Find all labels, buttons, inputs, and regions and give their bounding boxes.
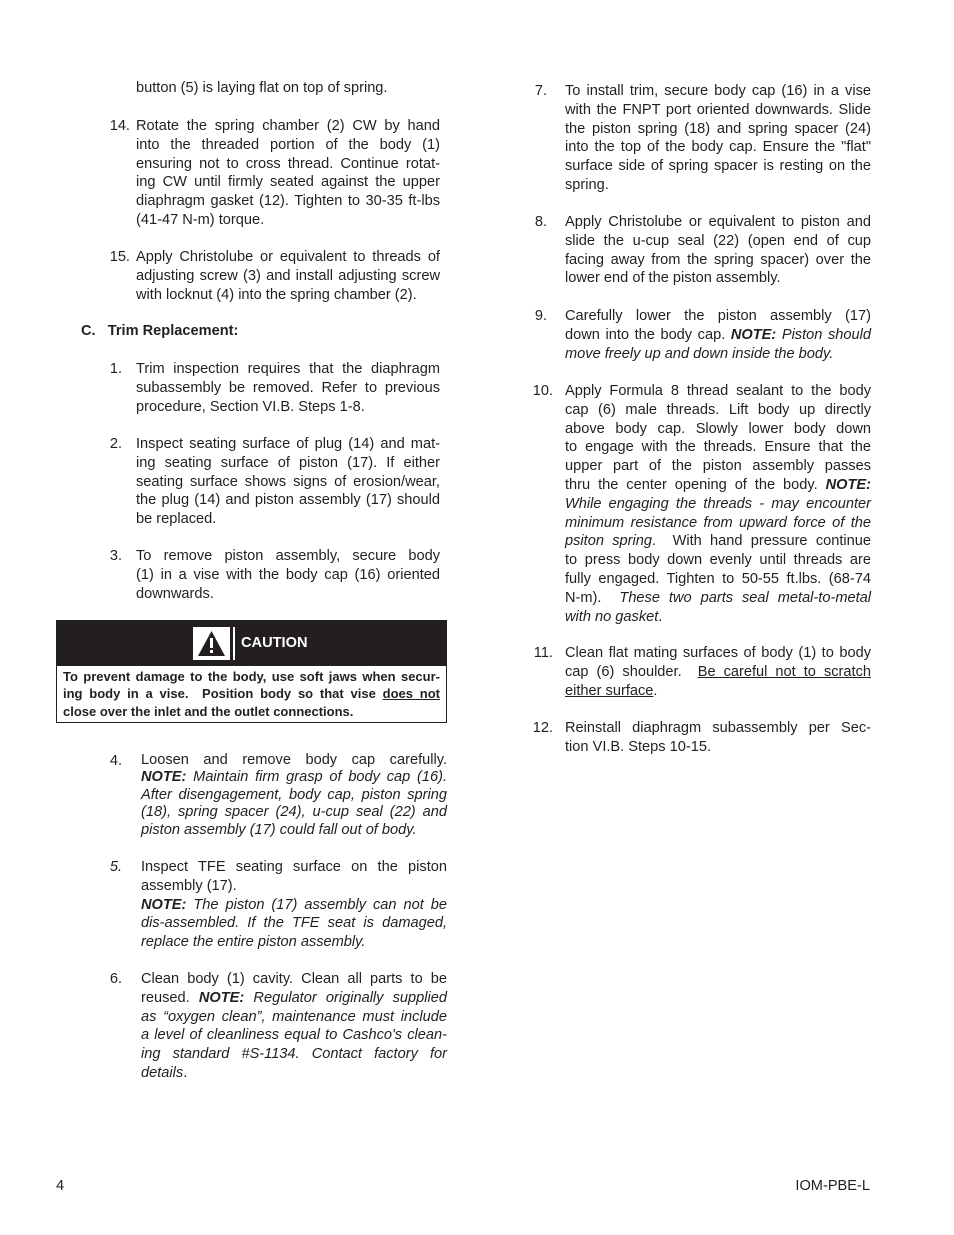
step-2-text: Inspect seating surface of plug (14) and mat- ing seating surface of piston (17). If either seating surface shows signs of erosion/wear, the plug (14) and piston assembly (17) should be replaced. bbox=[136, 436, 440, 528]
step-4-text: Loosen and remove body cap carefully. NOTE: Maintain firm grasp of body cap (16). After disengagement, body cap, piston spring (18), spring spacer (24), u-cup seal (22) and piston assembly (17) could fall out of body. bbox=[141, 752, 447, 838]
step-11-text: Clean flat mating surfaces of body (1) to body cap (6) shoulder. Be careful not to scratch either surface. bbox=[565, 645, 871, 699]
caution-separator bbox=[233, 627, 235, 660]
step-3-text: To remove piston assembly, secure body (1) in a vise with the body cap (16) oriented downwards. bbox=[136, 548, 440, 602]
step-14-text: Rotate the spring chamber (2) CW by hand into the threaded portion of the body (1) ensuring not to cross thread. Continue rotat- ing CW until firmly seated against the upper diaphragm gasket (12). Tighten to 30-35 ft-lbs (41-47 N-m) torque. bbox=[136, 118, 440, 228]
caution-header-bar bbox=[57, 621, 446, 666]
caution-box bbox=[56, 620, 447, 723]
step-8-number: 8. bbox=[534, 214, 547, 230]
caution-icon-frame bbox=[193, 627, 230, 660]
step-10-number: 10. bbox=[532, 383, 553, 399]
section-c-heading: C. Trim Replacement: bbox=[81, 323, 239, 339]
step-1-text: Trim inspection requires that the diaphragm subassembly be removed. Refer to previous procedure, Section VI.B. Steps 1-8. bbox=[136, 361, 440, 415]
warning-triangle-icon bbox=[197, 630, 226, 657]
step-12-number: 12. bbox=[532, 720, 553, 736]
step-7-text: To install trim, secure body cap (16) in a vise with the FNPT port oriented downwards. Slide the piston spring (18) and spring spacer (24) into the top of the body cap. Ensure the "flat" surface side of spring spacer is resting on the spring. bbox=[565, 83, 871, 193]
step-2-number: 2. bbox=[109, 436, 122, 452]
step-7-number: 7. bbox=[534, 83, 547, 99]
document-code: IOM-PBE-L bbox=[795, 1178, 870, 1194]
step-8-text: Apply Christolube or equivalent to piston and slide the u-cup seal (22) (open end of cup facing away from the spring spacer) over the lower end of the piston assembly. bbox=[565, 214, 871, 287]
step-9-number: 9. bbox=[534, 308, 547, 324]
step-4-number: 4. bbox=[109, 753, 122, 769]
step-6-text: Clean body (1) cavity. Clean all parts to be reused. NOTE: Regulator originally supplied as “oxygen clean”, maintenance must include a level of cleanliness equal to Cashco's clean- ing standard #S-1134. Contact factory for details. bbox=[141, 971, 448, 1081]
step-9-text: Carefully lower the piston assembly (17) down into the body cap. NOTE: Piston should move freely up and down inside the body. bbox=[565, 308, 871, 362]
step-15-text: Apply Christolube or equivalent to threads of adjusting screw (3) and install adjusting screw with locknut (4) into the spring chamber (2). bbox=[136, 249, 440, 303]
step-15-number: 15. bbox=[109, 249, 130, 265]
step-6-number: 6. bbox=[109, 971, 122, 987]
step-5-text: Inspect TFE seating surface on the piston assembly (17). NOTE: The piston (17) assembly can not be dis-assembled. If the TFE seat is damaged, replace the entire piston assembly. bbox=[141, 859, 447, 951]
step-5-number: 5. bbox=[109, 859, 122, 875]
page-number: 4 bbox=[56, 1178, 65, 1194]
step-1-number: 1. bbox=[109, 361, 122, 377]
step-10-text: Apply Formula 8 thread sealant to the body cap (6) male threads. Lift body up directly above body cap. Slowly lower body down to engage with the threads. Ensure that the upper part of the piston assembly passes thru the center opening of the body. NOTE: While engaging the threads - may encounter minimum resistance from upward force of the psiton spring. With hand pressure continue to press body down evenly until threads are fully engaged. Tighten to 50-55 ft.lbs. (68-74 N-m). These two parts seal metal-to-metal with no gasket. bbox=[565, 383, 871, 625]
step-12-text: Reinstall diaphragm subassembly per Sec- tion VI.B. Steps 10-15. bbox=[565, 720, 871, 755]
step-14-number: 14. bbox=[109, 118, 130, 134]
step-3-number: 3. bbox=[109, 548, 122, 564]
continued-step-line: button (5) is laying flat on top of spring. bbox=[136, 80, 388, 96]
caution-text: To prevent damage to the body, use soft jaws when secur- ing body in a vise. Position body so that vise does not close over the inlet and the outlet connections. bbox=[63, 669, 440, 719]
step-11-number: 11. bbox=[533, 645, 553, 661]
caution-title: CAUTION bbox=[241, 635, 308, 651]
